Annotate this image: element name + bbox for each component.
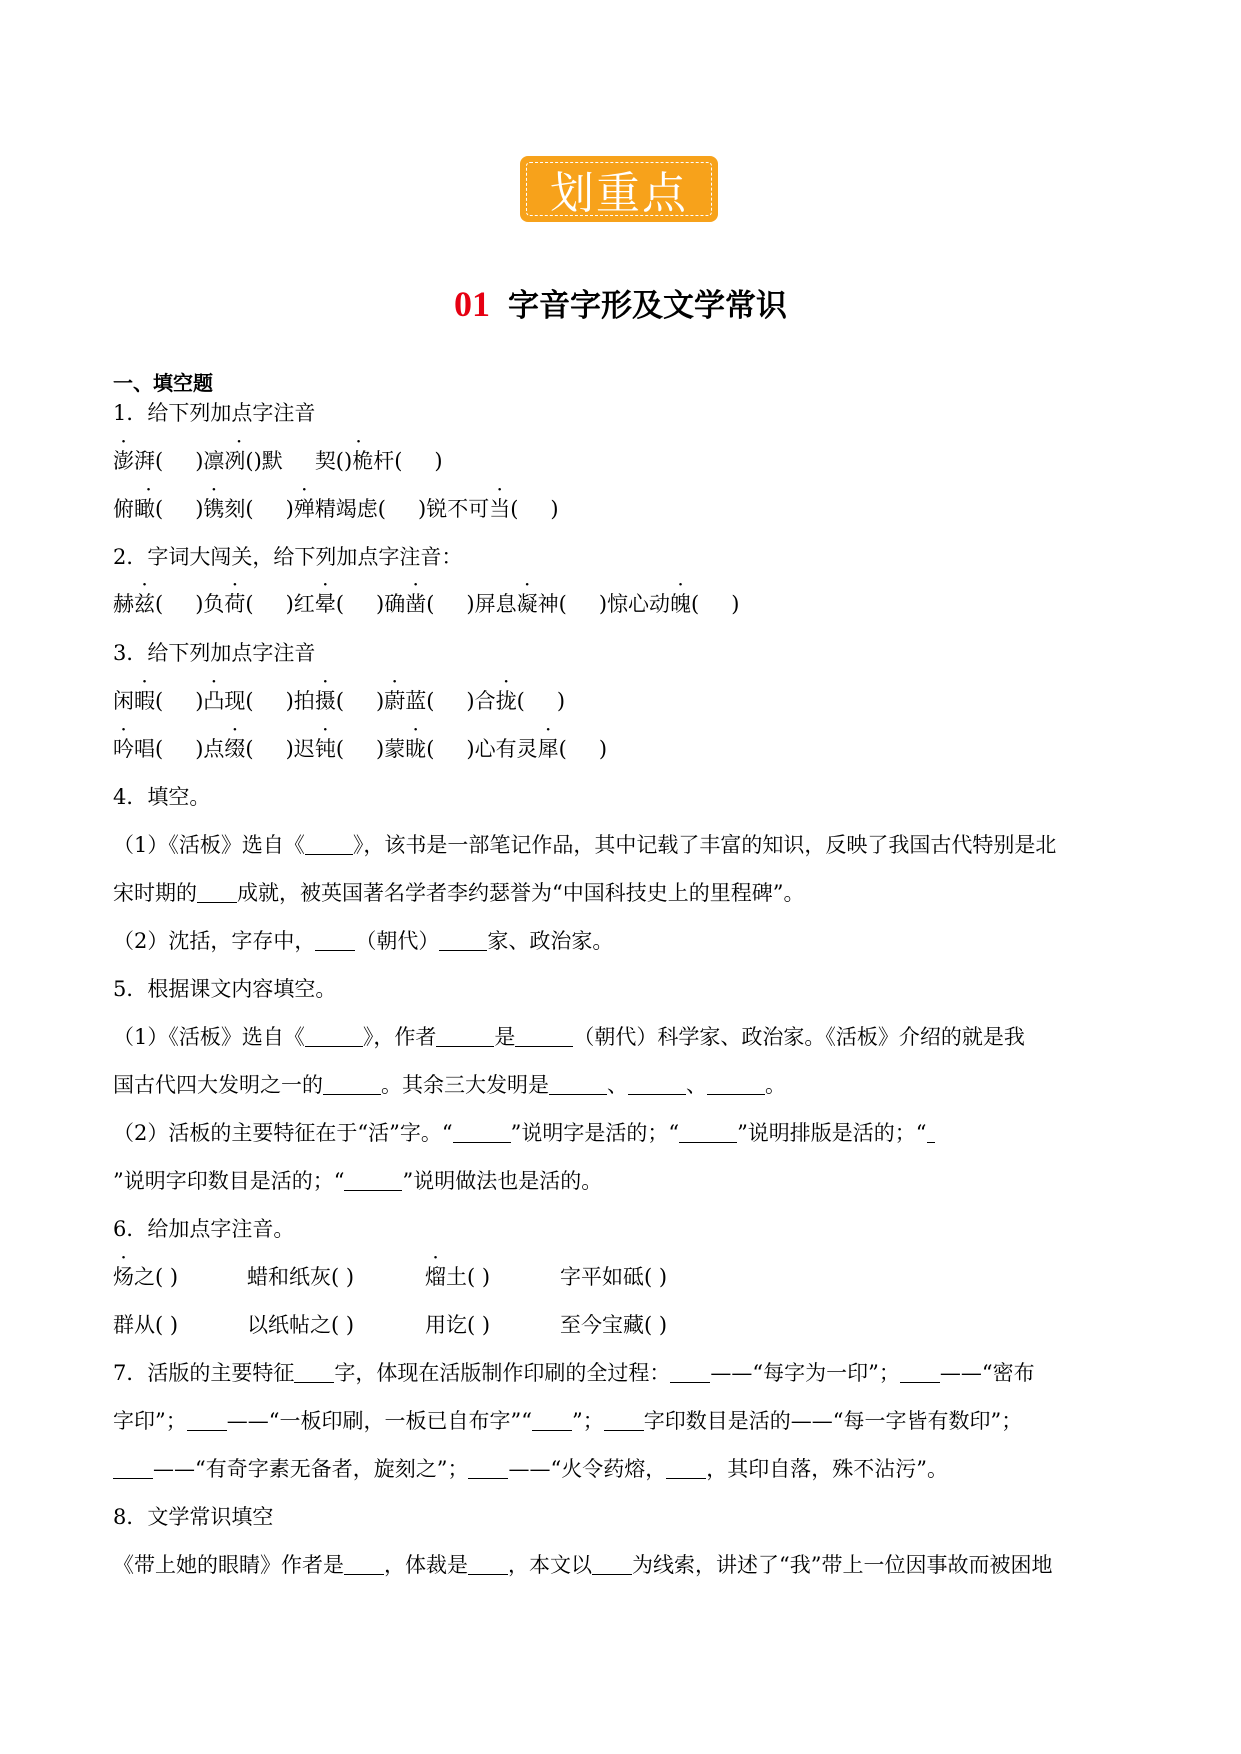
q1-title: 1．给下列加点字注音 <box>113 401 316 425</box>
blank <box>592 1554 632 1575</box>
q4-part1-line2: 宋时期的 成就，被英国著名学者李约瑟誉为“中国科技史上的里程碑”。 <box>113 881 805 905</box>
banner-text: 划重点 <box>550 168 688 219</box>
q1-row-1: 澎湃( )凛· 冽()默 契(· )桅杆( ) <box>113 446 443 476</box>
blank <box>305 834 353 855</box>
blank <box>628 1074 686 1095</box>
q3-row-2: 吟唱( )点缀( )迟钝( )蒙眬( )心有灵犀( ) <box>113 737 608 761</box>
q8-line-1: 《带上她的眼睛》作者是 ，体裁是 ，本文以 为线索，讲述了“我”带上一位因事故而被困地 <box>113 1553 1053 1577</box>
q6-row-2: 群从( ) 以纸帖之( ) 用讫( ) 至今宝藏( ) <box>113 1313 668 1337</box>
blank <box>113 1458 153 1479</box>
q2-title: 2．字词大闯关，给下列加点字注音： <box>113 545 463 569</box>
blank <box>468 1554 508 1575</box>
blank <box>344 1554 384 1575</box>
q5-part1-line1: （1）《活板》选自《 》，作者 是 （朝代）科学家、政治家。《活板》介绍的就是我 <box>113 1025 1025 1049</box>
q4-part1-line1: （1）《活板》选自《 》，该书是一部笔记作品，其中记载了丰富的知识，反映了我国古代特别是北 <box>113 833 1057 857</box>
blank <box>305 1026 363 1047</box>
blank <box>436 1026 494 1047</box>
q3-title: 3．给下列加点字注音 <box>113 641 316 665</box>
blank <box>323 1074 381 1095</box>
blank <box>453 1122 511 1143</box>
q1-row-2: 俯· 瞰( )镌刻( )殚精竭虑( )锐不可当( ) <box>113 494 559 524</box>
blank <box>900 1362 940 1383</box>
q7-line-1: 7．活版的主要特征 字，体现在活版制作印刷的全过程： ——“每字为一印”； ——“密布 <box>113 1361 1035 1385</box>
q5-title: 5．根据课文内容填空。 <box>113 977 337 1001</box>
blank <box>197 882 237 903</box>
q5-part2-line2: ”说明字印数目是活的；“ ”说明做法也是活的。 <box>113 1169 603 1193</box>
q7-line-3: ——“有奇字素无备者，旋刻之”； ——“火令药熔， ，其印自落，殊不沾污”。 <box>113 1454 948 1484</box>
blank <box>344 1170 402 1191</box>
blank <box>670 1362 710 1383</box>
q6-title: 6．给加点字注音。 <box>113 1217 295 1241</box>
q4-part2: （2）沈括，字存中， （朝代） 家、政治家。 <box>113 929 614 953</box>
blank <box>927 1122 935 1143</box>
blank <box>468 1458 508 1479</box>
q4-title: 4．填空。 <box>113 785 211 809</box>
q3-row-1: 闲暇( )凸现( )拍摄( )蔚蓝( )合拢( ) <box>113 689 566 713</box>
chapter-number: 01 <box>454 284 490 324</box>
blank <box>515 1026 573 1047</box>
q5-part1-line2: 国古代四大发明之一的 。其余三大发明是 、 、 。 <box>113 1073 786 1097</box>
blank <box>679 1122 737 1143</box>
q7-line-2: 字印”； ——“一板印刷，一板已自布字”“ ”； 字印数目是活的——“每一字皆有数印”； <box>113 1409 1023 1433</box>
chapter-title <box>0 280 1241 325</box>
blank <box>604 1410 644 1431</box>
blank <box>532 1410 572 1431</box>
blank <box>439 930 487 951</box>
blank <box>315 930 355 951</box>
q6-row-1: 炀之( ) 蜡和纸灰( ) 熘土( ) 字平如砥( ) <box>113 1265 668 1289</box>
blank <box>666 1458 706 1479</box>
blank <box>707 1074 765 1095</box>
chapter-title-text: 字音字形及文学常识 <box>508 288 787 324</box>
blank <box>549 1074 607 1095</box>
blank <box>294 1362 334 1383</box>
q8-title: 8．文学常识填空 <box>113 1505 274 1529</box>
q2-row: 赫兹( )负荷( )红晕( )确凿( )屏息凝神( )惊心动魄( ) <box>113 592 740 616</box>
blank <box>187 1410 227 1431</box>
section-heading: 一、填空题 <box>113 371 213 395</box>
banner-badge <box>522 158 716 220</box>
q5-part2-line1: （2）活板的主要特征在于“活”字。“ ”说明字是活的；“ ”说明排版是活的；“ <box>113 1118 935 1148</box>
